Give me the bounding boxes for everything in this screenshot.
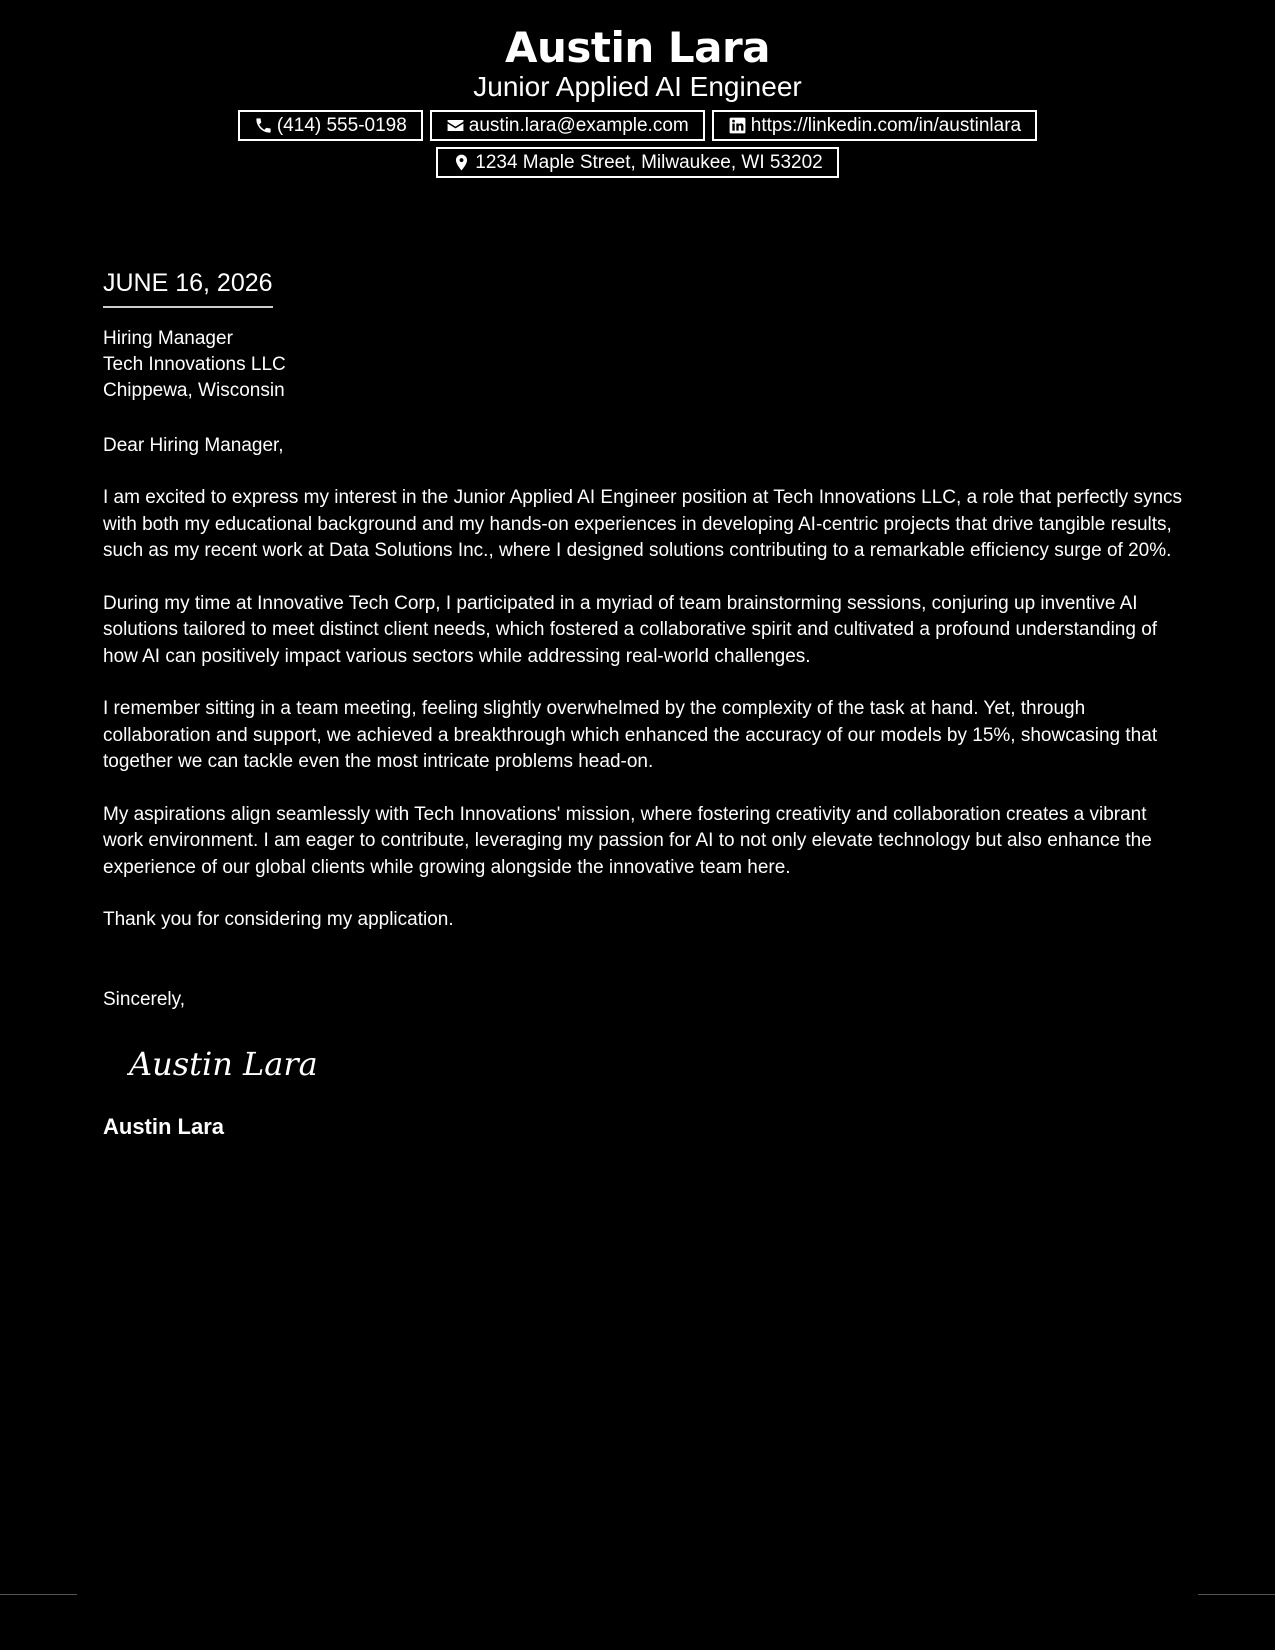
phone-contact[interactable] (238, 110, 423, 141)
address-text: 1234 Maple Street, Milwaukee, WI 53202 (475, 152, 823, 173)
signature-text: Austin Lara (129, 1044, 318, 1083)
signature (127, 1039, 337, 1089)
linkedin-icon (728, 116, 747, 135)
contact-row-primary (0, 110, 1275, 141)
signer-name: Austin Lara (103, 1113, 225, 1139)
applicant-name: Austin Lara (504, 23, 771, 72)
phone-icon (254, 116, 273, 135)
paragraph: Thank you for considering my application. (103, 909, 454, 930)
envelope-icon (446, 116, 465, 135)
recipient-location: Chippewa, Wisconsin (103, 380, 285, 401)
linkedin-text: https://linkedin.com/in/austinlara (750, 115, 1022, 136)
contact-row-secondary (0, 147, 1275, 178)
recipient-block (103, 326, 1183, 404)
email-text: austin.lara@example.com (468, 115, 689, 136)
paragraph: I remember sitting in a team meeting, feeling slightly overwhelmed by the complexity of the task at hand. Yet, through collaboration and support, we achieved a breakthrough which enhanced the accuracy of our models by 15%, showcasing that together we can tackle even the most intricate problems head-on. (103, 698, 1158, 772)
footer-rule-right (1198, 1594, 1275, 1595)
applicant-title: Junior Applied AI Engineer (473, 71, 802, 102)
letter-date: JUNE 16, 2026 (103, 262, 273, 308)
linkedin-contact[interactable] (712, 110, 1037, 141)
phone-text: (414) 555-0198 (276, 115, 407, 136)
letter-body (103, 262, 1183, 1141)
email-contact[interactable] (430, 110, 705, 141)
recipient-company: Tech Innovations LLC (103, 354, 286, 375)
letter-header (0, 20, 1275, 178)
address-contact (436, 147, 838, 178)
footer-rule-left (0, 1594, 77, 1595)
paragraph: During my time at Innovative Tech Corp, I participated in a myriad of team brainstorming sessions, conjuring up inventive AI solutions tailored to meet distinct client needs, which fostered a collaborative spirit and cultivated a profound understanding of how AI can positively impact various sectors while addressing real-world challenges. (103, 592, 1158, 667)
paragraph: My aspirations align seamlessly with Tech Innovations' mission, where fostering creativity and collaboration creates a vibrant work environment. I am eager to contribute, leveraging my passion for AI to not only elevate technology but also enhance the experience of our global clients while growing alongside the innovative team here. (103, 803, 1152, 878)
closing: Sincerely, (103, 988, 186, 1010)
map-marker-icon (452, 153, 471, 172)
recipient-name: Hiring Manager (103, 328, 233, 349)
paragraph: I am excited to express my interest in the Junior Applied AI Engineer position at Tech Innovations LLC, a role that perfectly syncs with both my educational background and my hands-on experiences in developing AI-centric projects that drive tangible results, such as my recent work at Data Solutions Inc., where I designed solutions contributing to a remarkable efficiency surge of 20%. (103, 487, 1183, 561)
salutation: Dear Hiring Manager, (103, 435, 284, 456)
